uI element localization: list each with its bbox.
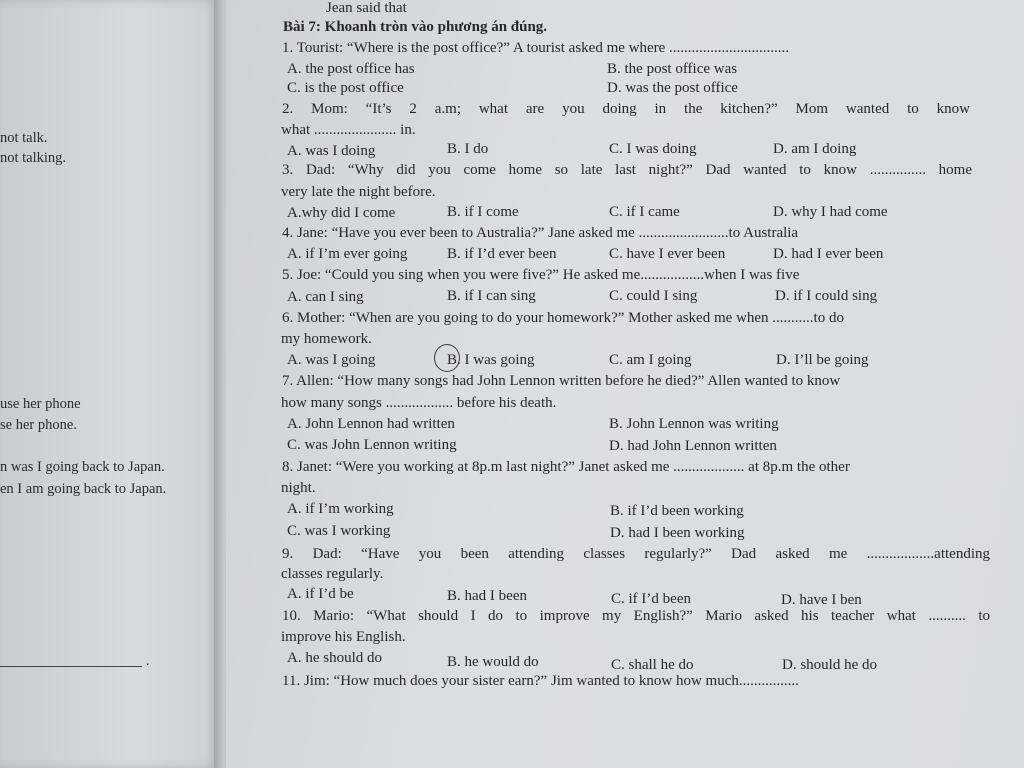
- question-stem: 8. Janet: “Were you working at 8p.m last night?” Janet asked me ................... at 8p.m the other: [282, 459, 850, 475]
- option-c: C. am I going: [609, 352, 692, 368]
- option-c: C. could I sing: [609, 288, 698, 304]
- question-stem: 5. Joe: “Could you sing when you were five?” He asked me.................when I was five: [282, 267, 800, 283]
- option-b: B. John Lennon was writing: [609, 416, 779, 432]
- option-a: A. if I’m ever going: [287, 246, 408, 262]
- question-stem-cont: what ...................... in.: [281, 122, 416, 138]
- question-stem: 7. Allen: “How many songs had John Lennon written before he died?” Allen wanted to know: [282, 373, 841, 389]
- question-stem-cont: how many songs .................. before his death.: [281, 395, 557, 411]
- question-stem: 9. Dad: “Have you been attending classes regularly?” Dad asked me ..................attending: [282, 546, 990, 562]
- left-fragment: se her phone.: [0, 417, 77, 433]
- left-fragment: n was I going back to Japan.: [0, 459, 165, 475]
- question-stem-cont: my homework.: [281, 331, 372, 347]
- option-a: A. if I’m working: [287, 501, 394, 517]
- question-stem-cont: very late the night before.: [281, 184, 436, 200]
- option-b: B. had I been: [447, 588, 527, 604]
- option-b: B. I do: [447, 141, 489, 157]
- left-fragment: use her phone: [0, 396, 81, 412]
- option-c: C. shall he do: [611, 657, 694, 673]
- option-a: A.why did I come: [287, 205, 396, 221]
- left-fragment: not talk.: [0, 130, 48, 146]
- option-c: C. if I’d been: [611, 591, 691, 607]
- left-fragment: not talking.: [0, 150, 67, 166]
- question-stem-cont: classes regularly.: [281, 566, 384, 582]
- question-stem-cont: improve his English.: [281, 629, 406, 645]
- question-stem: 11. Jim: “How much does your sister earn?” Jim wanted to know how much................: [282, 673, 799, 689]
- option-d: D. I’ll be going: [776, 352, 869, 368]
- left-page: [0, 0, 218, 768]
- option-d: D. if I could sing: [775, 288, 878, 304]
- exercise-title: Bài 7: Khoanh tròn vào phương án đúng.: [283, 19, 548, 35]
- option-c: C. was I working: [287, 523, 391, 539]
- header-line: Jean said that: [326, 0, 407, 16]
- option-b: B. if I’d ever been: [447, 246, 557, 262]
- option-c: C. was John Lennon writing: [287, 437, 457, 453]
- option-d: D. had I been working: [610, 525, 745, 541]
- option-a: A. can I sing: [287, 289, 364, 305]
- option-a: A. the post office has: [287, 61, 415, 77]
- option-a: A. if I’d be: [287, 586, 354, 602]
- option-a: A. was I going: [287, 352, 376, 368]
- option-c: C. if I came: [609, 204, 680, 220]
- option-b: B. if I can sing: [447, 288, 536, 304]
- option-d: D. am I doing: [773, 141, 857, 157]
- question-stem: 1. Tourist: “Where is the post office?” A tourist asked me where ................................: [282, 40, 790, 56]
- option-b: B. if I come: [447, 204, 519, 220]
- question-stem: 4. Jane: “Have you ever been to Australia?” Jane asked me ........................to Australia: [282, 225, 799, 241]
- option-b-selected: B. I was going: [447, 352, 535, 368]
- answer-underline: [0, 666, 142, 667]
- left-fragment: .: [146, 654, 150, 669]
- option-c: C. have I ever been: [609, 246, 726, 262]
- option-b: B. if I’d been working: [610, 503, 744, 519]
- question-stem: 3. Dad: “Why did you come home so late last night?” Dad wanted to know ............... home: [282, 162, 972, 178]
- option-d: D. have I ben: [781, 592, 862, 608]
- option-a: A. was I doing: [287, 143, 376, 159]
- option-b: B. he would do: [447, 654, 539, 670]
- option-d: D. was the post office: [607, 80, 738, 96]
- option-c: C. is the post office: [287, 80, 404, 96]
- option-d: D. had John Lennon written: [609, 438, 777, 454]
- question-stem: 6. Mother: “When are you going to do your homework?” Mother asked me when ...........to do: [282, 310, 844, 326]
- option-d: D. should he do: [782, 657, 877, 673]
- question-stem-cont: night.: [281, 480, 316, 496]
- option-c: C. I was doing: [609, 141, 697, 157]
- option-d: D. had I ever been: [773, 246, 884, 262]
- option-b: B. the post office was: [607, 61, 738, 77]
- question-stem: 10. Mario: “What should I do to improve my English?” Mario asked his teacher what .......... to: [282, 608, 990, 624]
- option-a: A. he should do: [287, 650, 382, 666]
- option-a: A. John Lennon had written: [287, 416, 455, 432]
- left-fragment: en I am going back to Japan.: [0, 481, 167, 497]
- option-d: D. why I had come: [773, 204, 888, 220]
- question-stem: 2. Mom: “It’s 2 a.m; what are you doing in the kitchen?” Mom wanted to know: [282, 101, 970, 117]
